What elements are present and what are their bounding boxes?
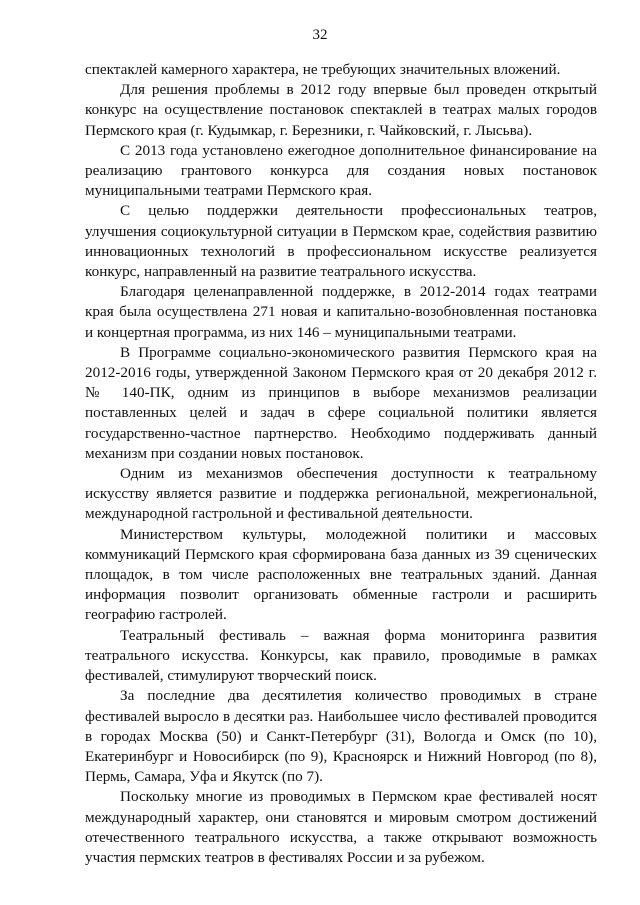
paragraph-competition-small-towns: Для решения проблемы в 2012 году впервые был проведен открытый конкурс на осуществление постановок спектаклей в театрах малых городов Пермского края (г. Кудымкар, г. Березники, г. Чайковский, г. Лысьва). <box>85 81 597 139</box>
paragraph-theatre-festival: Театральный фестиваль – важная форма мониторинга развития театрального искусства. Конкурсы, как правило, проводимые в рамках фестивалей, стимулируют творческий поиск. <box>85 626 597 685</box>
paragraph-international-festivals: Поскольку многие из проводимых в Пермском крае фестивалей носят международный характер, они становятся и мировым смотром достижений отечественного театрального искусства, а также открывают возможность участия пермских театров в фестивалях России и за рубежом. <box>85 788 597 866</box>
document-body <box>85 60 597 868</box>
page-number: 32 <box>312 27 328 43</box>
paragraph-productions-count: Благодаря целенаправленной поддержке, в 2012-2014 годах театрами края была осуществлена 271 новая и капитально-возобновленная постановка и концертная программа, из них 146 – муниципальными театрами. <box>85 283 597 341</box>
paragraph-continuation: спектаклей камерного характера, не требующих значительных вложений. <box>85 61 561 78</box>
paragraph-theatre-support-competition: С целью поддержки деятельности профессиональных театров, улучшения социокультурной ситуации в Пермском крае, содействия развитию инновационных технологий в профессиональном искусстве реализуется конкурс, направленный на развитие театрального искусства. <box>85 202 597 281</box>
paragraph-festival-statistics: За последние два десятилетия количество проводимых в стране фестивалей выросло в десятки раз. Наибольшее число фестивалей проводится в городах Москва (50) и Санкт-Петербург (31), Вологда и Омск (по 10), Екатеринбург и Новосибирск (по 9), Красноярск и Нижний Новгород (по 8), Пермь, Самара, Уфа и Якутск (по 7). <box>85 687 597 786</box>
paragraph-touring-activity: Одним из механизмов обеспечения доступности к театральному искусству является развитие и поддержка региональной, межрегиональной, международной гастрольной и фестивальной деятельности. <box>85 465 597 523</box>
paragraph-grant-funding: С 2013 года установлено ежегодное дополнительное финансирование на реализацию грантового конкурса для создания новых постановок муниципальными театрами Пермского края. <box>85 141 597 200</box>
paragraph-stage-database: Министерством культуры, молодежной политики и массовых коммуникаций Пермского края сформирована база данных из 39 сценических площадок, в том числе расположенных вне театральных зданий. Данная информация позволит организовать обменные гастроли и расширить географию гастролей. <box>85 525 597 624</box>
paragraph-development-program: В Программе социально-экономического развития Пермского края на 2012-2016 годы, утвержденной Законом Пермского края от 20 декабря 2012 г. № 140-ПК, одним из принципов в выборе механизмов реализации поставленных целей и задач в сфере социальной политики является государственно-частное партнерство. Необходимо поддерживать данный механизм при создании новых постановок. <box>85 343 597 462</box>
